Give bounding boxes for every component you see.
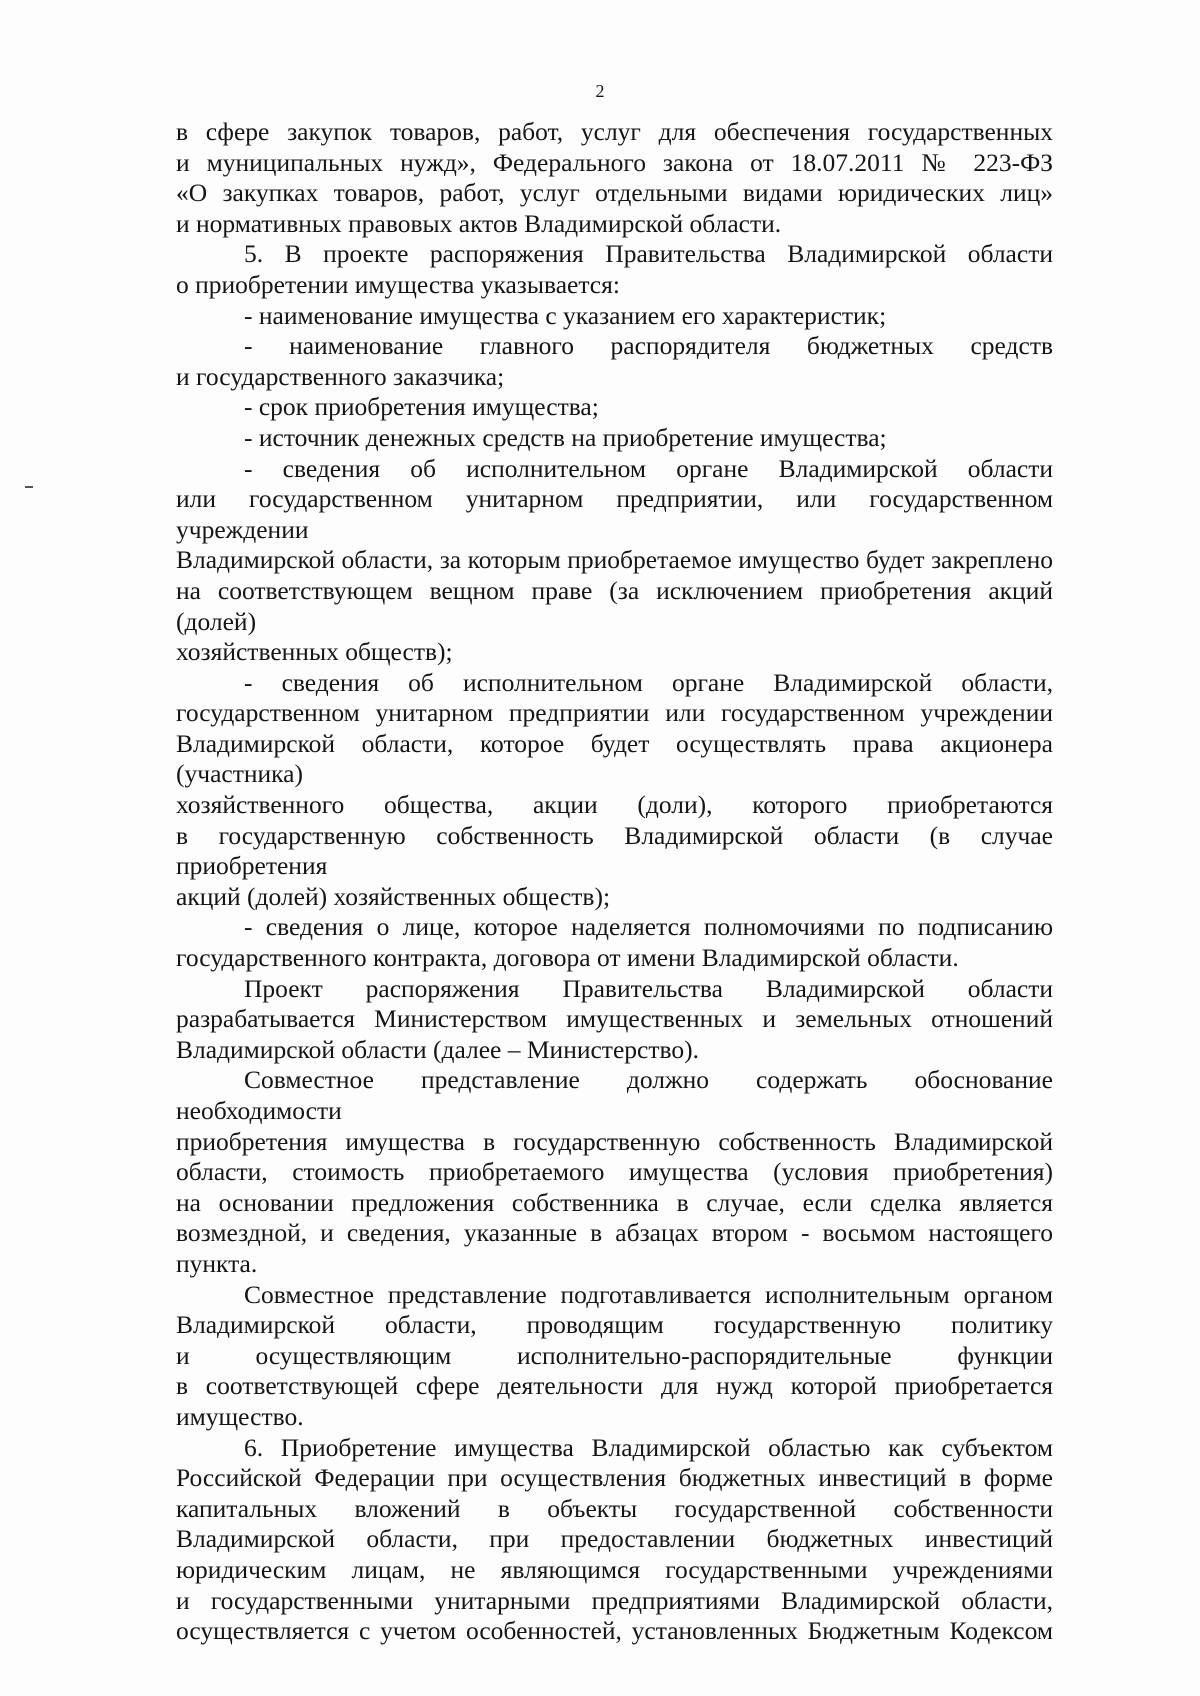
page-number: 2: [595, 81, 605, 101]
text-line: хозяйственного общества, акции (доли), которого приобретаются: [176, 790, 1053, 820]
text-line: 6. Приобретение имущества Владимирской областью как субъектом: [244, 1432, 1053, 1462]
text-line: и осуществляющим исполнительно-распорядительные функции: [176, 1340, 1053, 1370]
text-line: государственном унитарном предприятии или государственном учреждении: [176, 698, 1053, 728]
text-line: и государственными унитарными предприятиями Владимирской области,: [176, 1585, 1053, 1615]
text-line: Владимирской области (далее – Министерство).: [176, 1034, 699, 1064]
text-line: и муниципальных нужд», Федерального закона от 18.07.2011 № 223-ФЗ: [176, 147, 1053, 177]
text-line: имущество.: [176, 1401, 304, 1431]
document-body: [176, 117, 1053, 1647]
text-line: о приобретении имущества указывается:: [176, 269, 620, 299]
text-line: - сведения об исполнительном органе Владимирской области: [244, 453, 1053, 483]
text-line: - наименование имущества с указанием его характеристик;: [244, 300, 887, 330]
text-line: в государственную собственность Владимирской области (в случае приобретения: [176, 820, 1053, 881]
text-line: Совместное представление должно содержать обоснование необходимости: [176, 1065, 1053, 1125]
text-line: Совместное представление подготавливается исполнительным органом: [244, 1279, 1053, 1309]
text-line: Российской Федерации при осуществления бюджетных инвестиций в форме: [176, 1463, 1053, 1493]
text-line: - сведения об исполнительном органе Владимирской области,: [244, 667, 1053, 697]
scan-mark: [25, 486, 33, 488]
text-line: - источник денежных средств на приобретение имущества;: [244, 422, 887, 452]
text-line: и нормативных правовых актов Владимирской области.: [176, 208, 782, 238]
text-line: Владимирской области, за которым приобретаемое имущество будет закреплено: [176, 545, 1053, 575]
text-line: Проект распоряжения Правительства Владимирской области: [244, 973, 1053, 1003]
text-line: приобретения имущества в государственную собственность Владимирской: [176, 1126, 1053, 1156]
text-line: на соответствующем вещном праве (за исключением приобретения акций (долей): [176, 575, 1053, 636]
text-line: или государственном унитарном предприятии, или государственном учреждении: [176, 484, 1053, 544]
text-line: хозяйственных обществ);: [176, 637, 453, 667]
text-line: и государственного заказчика;: [176, 361, 505, 391]
text-line: - сведения о лице, которое наделяется полномочиями по подписанию: [244, 912, 1053, 942]
text-line: Владимирской области, проводящим государственную политику: [176, 1310, 1053, 1340]
text-line: акций (долей) хозяйственных обществ);: [176, 881, 611, 911]
text-line: Владимирской области, которое будет осуществлять права акционера (участника): [176, 728, 1053, 789]
text-line: юридическим лицам, не являющимся государственными учреждениями: [176, 1554, 1053, 1584]
text-line: Владимирской области, при предоставлении бюджетных инвестиций: [176, 1524, 1053, 1554]
text-line: возмездной, и сведения, указанные в абзацах втором - восьмом настоящего: [176, 1218, 1053, 1248]
text-line: осуществляется с учетом особенностей, установленных Бюджетным Кодексом: [176, 1616, 1053, 1646]
text-line: - наименование главного распорядителя бюджетных средств: [244, 331, 1053, 361]
text-line: разрабатывается Министерством имущественных и земельных отношений: [176, 1004, 1053, 1034]
text-line: - срок приобретения имущества;: [244, 392, 599, 422]
text-line: области, стоимость приобретаемого имущества (условия приобретения): [176, 1157, 1053, 1187]
text-line: капитальных вложений в объекты государственной собственности: [176, 1493, 1053, 1523]
text-line: в сфере закупок товаров, работ, услуг для обеспечения государственных: [176, 117, 1053, 146]
text-line: «О закупках товаров, работ, услуг отдельными видами юридических лиц»: [176, 178, 1053, 208]
text-line: государственного контракта, договора от имени Владимирской области.: [176, 943, 959, 973]
text-line: пункта.: [176, 1248, 258, 1278]
text-line: на основании предложения собственника в случае, если сделка является: [176, 1187, 1053, 1217]
text-line: в соответствующей сфере деятельности для нужд которой приобретается: [176, 1371, 1053, 1401]
text-line: 5. В проекте распоряжения Правительства Владимирской области: [244, 239, 1053, 269]
